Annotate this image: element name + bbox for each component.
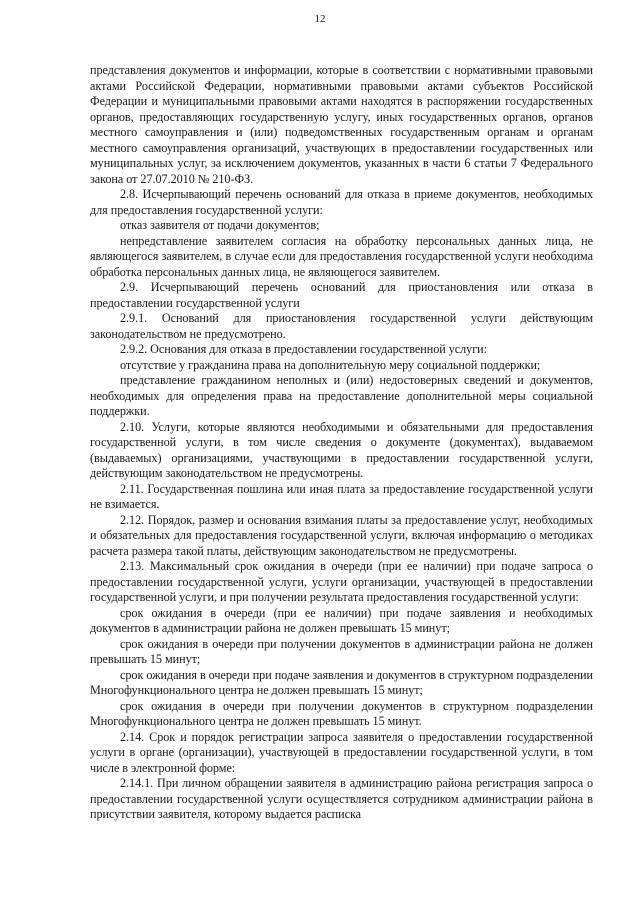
paragraph-list-item: представление гражданином неполных и (или) недостоверных сведений и документов, необходимых для определения права на предоставление дополнительной меры социальной поддержки.	[90, 373, 593, 418]
paragraph-list-item: срок ожидания в очереди при получении документов в администрации района не должен превышать 15 минут;	[90, 636, 593, 666]
paragraph-list-item: отсутствие у гражданина права на дополнительную меру социальной поддержки;	[120, 357, 541, 372]
paragraph-2-9: 2.9. Исчерпывающий перечень оснований для приостановления или отказа в предоставлении государственной услуги	[90, 280, 593, 310]
paragraph-2-14: 2.14. Срок и порядок регистрации запроса заявителя о предоставлении государственной услуги в органе (организации), участвующей в предоставлении государственной услуги, в том числе в электронной форме:	[90, 729, 593, 775]
paragraph-list-item: непредставление заявителем согласия на обработку персональных данных лица, не являющегося заявителем, в случае если для предоставления государственной услуги необходима обработка персональных данных лица, не являющегося заявителем.	[90, 233, 593, 279]
paragraph-2-11: 2.11. Государственная пошлина или иная плата за предоставление государственной услуги не взимается.	[90, 481, 593, 511]
paragraph-continuation: представления документов и информации, которые в соответствии с нормативными правовыми актами Российской Федерации, нормативными правовыми актами субъектов Российской Федерации и муниципальными правовыми актами находятся в распоряжении государственных органов, предоставляющих государственную услугу, иных государственных органов, органов местного самоуправления и (или) подведомственных государственным органам и органам местного самоуправления организаций, участвующих в предоставлении государственных или муниципальных услуг, за исключением документов, указанных в части 6 статьи 7 Федерального закона от 27.07.2010 № 210-ФЗ.	[90, 63, 593, 186]
paragraph-list-item: срок ожидания в очереди при получении документов в структурном подразделении Многофункционального центра не должен превышать 15 минут.	[90, 698, 593, 728]
paragraph-2-13: 2.13. Максимальный срок ожидания в очереди (при ее наличии) при подаче запроса о предоставлении государственной услуги, услуги организации, участвующей в предоставлении государственной услуги, и при получении результата предоставления государственной услуги:	[90, 559, 593, 604]
paragraph-list-item: отказ заявителя от подачи документов;	[120, 218, 320, 232]
paragraph-2-14-1: 2.14.1. При личном обращении заявителя в администрацию района регистрация запроса о предоставлении государственной услуги осуществляется сотрудником администрации района в присутствии заявителя, которому выдается расписка	[90, 776, 593, 821]
paragraph-2-9-1: 2.9.1. Оснований для приостановления государственной услуги действующим законодательством не предусмотрено.	[90, 311, 593, 341]
document-body	[90, 63, 593, 823]
paragraph-list-item: срок ожидания в очереди (при ее наличии) при подаче заявления и необходимых документов в администрации района не должен превышать 15 минут;	[90, 605, 593, 635]
paragraph-2-8: 2.8. Исчерпывающий перечень оснований для отказа в приеме документов, необходимых для предоставления государственной услуги:	[90, 187, 593, 217]
page-number: 12	[314, 13, 326, 25]
paragraph-2-12: 2.12. Порядок, размер и основания взимания платы за предоставление услуг, необходимых и обязательных для предоставления государственной услуги, включая информацию о методиках расчета размера такой платы, действующим законодательством не предусмотрены.	[90, 512, 593, 558]
paragraph-list-item: срок ожидания в очереди при подаче заявления и документов в структурном подразделении Многофункционального центра не должен превышать 15 минут;	[90, 667, 593, 697]
paragraph-2-9-2: 2.9.2. Основания для отказа в предоставлении государственной услуги:	[120, 342, 487, 356]
paragraph-2-10: 2.10. Услуги, которые являются необходимыми и обязательными для предоставления государственной услуги, в том числе сведения о документе (документах), выдаваемом (выдаваемых) организациями, участвующими в предоставлении государственной услуги, действующим законодательством не предусмотрены.	[90, 419, 593, 480]
